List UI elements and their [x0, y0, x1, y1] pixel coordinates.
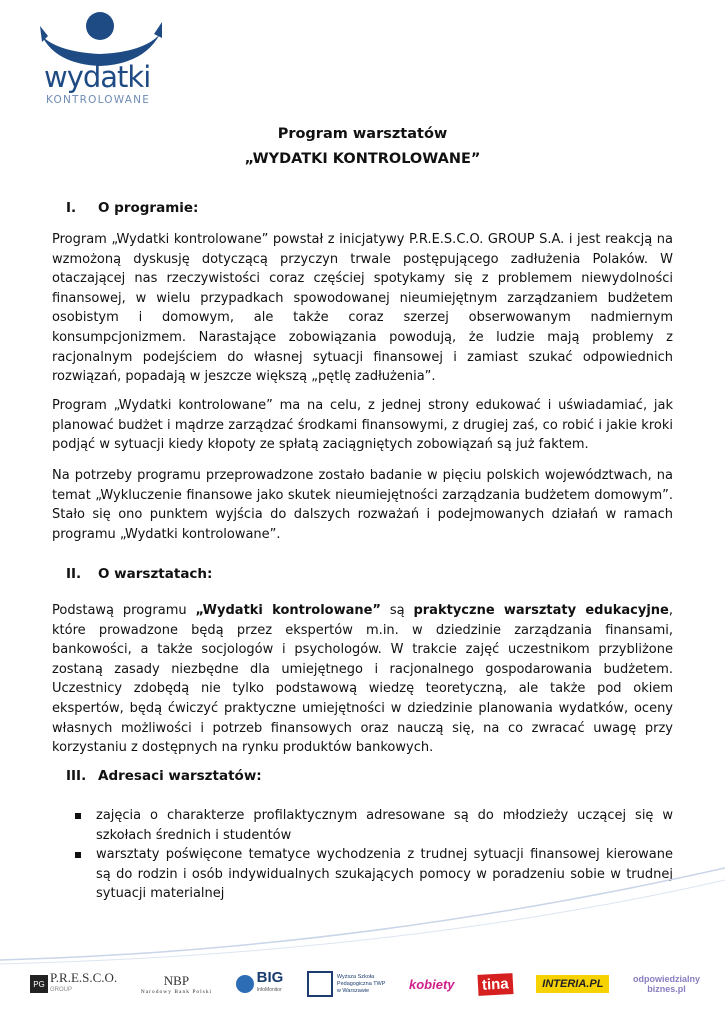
presco-mark-icon: PG	[30, 975, 48, 993]
presco-logo	[30, 972, 117, 996]
odp-line: biznes.pl	[647, 984, 686, 994]
wsp-line: w Warszawie	[336, 987, 370, 994]
paragraph: Program „Wydatki kontrolowane” powstał z inicjatywy P.R.E.S.C.O. GROUP S.A. i jest reakcją na wzmożoną dyskusję dotyczącą przyczyn trwale postępującego zadłużenia Polaków. W otaczającej nas rzeczywistości coraz częściej spotykamy się z problemem niewydolności finansowej, w wielu przypadkach spowodowanej nieumiejętnym zarządzaniem budżetem osobistym i domowym, ale także coraz szerzej obserwowanym nadmiernym konsumpcjonizmem. Narastające zobowiązania powodują, że ludzie mają problemy z racjonalnym podejściem do własnej sytuacji finansowej i zamiast szukać odpowiednich rozwiązań, popadają w jeszcze większą „pętlę zadłużenia”.	[52, 232, 673, 385]
logo-wordmark: wydatki	[44, 60, 151, 94]
text-run: , które prowadzone będą przez ekspertów m.in. w dziedzinie zarządzania finansami, bankowości, a także socjologów i psychologów. W trakcie zajęć uczestnikom przybliżone zostaną zasady niezbędne dla umiejętnego i racjonalnego gospodarowania budżetem. Uczestnicy zdobędą nie tylko podstawową wiedzę teoretyczną, ale także pod okiem ekspertów, będą ćwiczyć praktyczne umiejętności w dziedzinie planowania wydatków, oceny własnych możliwości i potrzeb finansowych oraz nauczą się, na co zwracać uwagę przy korzystaniu z dostępnych na rynku produktów bankowych.	[52, 603, 673, 756]
nbp-sub: Narodowy Bank Polski	[140, 989, 213, 995]
interia-logo: INTERIA.PL	[536, 975, 609, 993]
kobiety-logo: kobiety	[408, 976, 455, 992]
odpowiedzialny-biznes-logo	[633, 974, 700, 994]
wsp-line: Wyższa Szkoła	[336, 973, 375, 980]
decorative-swoosh	[0, 860, 725, 970]
big-sub: InfoMonitor	[256, 987, 282, 993]
section-title: O programie:	[98, 200, 199, 216]
odp-line: odpowiedzialny	[632, 974, 700, 984]
logo-head-icon	[86, 12, 114, 40]
list-item: zajęcia o charakterze profilaktycznym adresowane są do młodzieży uczącej się w szkołach średnich i studentów	[72, 806, 673, 845]
emphasis-program-name: „Wydatki kontrolowane”	[195, 603, 381, 618]
tina-logo: tina	[478, 973, 514, 996]
big-logo	[236, 971, 284, 997]
wsp-logo	[307, 971, 386, 997]
section-title: O warsztatach:	[98, 566, 213, 582]
section-number: III.	[66, 768, 87, 784]
footer-sponsors	[30, 962, 700, 1006]
section-heading-3	[66, 768, 262, 784]
section-number: II.	[66, 566, 82, 582]
nbp-logo	[141, 973, 212, 995]
nbp-name: NBP	[163, 973, 190, 988]
emphasis-workshops: praktyczne warsztaty edukacyjne	[413, 603, 669, 618]
paragraph	[52, 601, 673, 758]
text-run: Podstawą programu	[52, 603, 196, 618]
logo-tagline: KONTROLOWANE	[46, 94, 151, 106]
paragraph: Program „Wydatki kontrolowane” ma na celu, z jednej strony edukować i uświadamiać, jak planować budżet i mądrze zarządzać środkami finansowymi, z drugiej zaś, co robić i jakie kroki podjąć w sytuacji kiedy kłopoty ze spłatą zaciągniętych zobowiązań są już faktem.	[52, 398, 673, 453]
wsp-line: Pedagogiczna TWP	[336, 980, 386, 987]
wsp-emblem-icon	[307, 971, 333, 997]
presco-name: P.R.E.S.C.O.	[50, 970, 118, 985]
section-heading-1	[66, 200, 198, 216]
text-run: są	[380, 603, 414, 618]
section-title: Adresaci warsztatów:	[98, 768, 262, 784]
section-heading-2	[66, 566, 212, 582]
paragraph: Na potrzeby programu przeprowadzone zostało badanie w pięciu polskich województwach, na temat „Wykluczenie finansowe jako skutek nieumiejętności zarządzania budżetem domowym”. Stało się ono punktem wyjścia do dalszych rozważań i podejmowanych działań w ramach programu „Wydatki kontrolowane”.	[52, 468, 673, 542]
big-name: BIG	[256, 969, 284, 986]
list-item: warsztaty poświęcone tematyce wychodzenia z trudnej sytuacji finansowej kierowane są do rodzin i osób indywidualnych szukających pomocy w poradzeniu sobie w trudnej sytuacji materialnej	[72, 845, 673, 904]
section-number: I.	[66, 200, 77, 216]
document-subtitle: „WYDATKI KONTROLOWANE”	[244, 151, 481, 167]
big-circle-icon	[236, 975, 254, 993]
presco-sub: GROUP	[50, 987, 73, 993]
document-title: Program warsztatów	[277, 126, 448, 142]
